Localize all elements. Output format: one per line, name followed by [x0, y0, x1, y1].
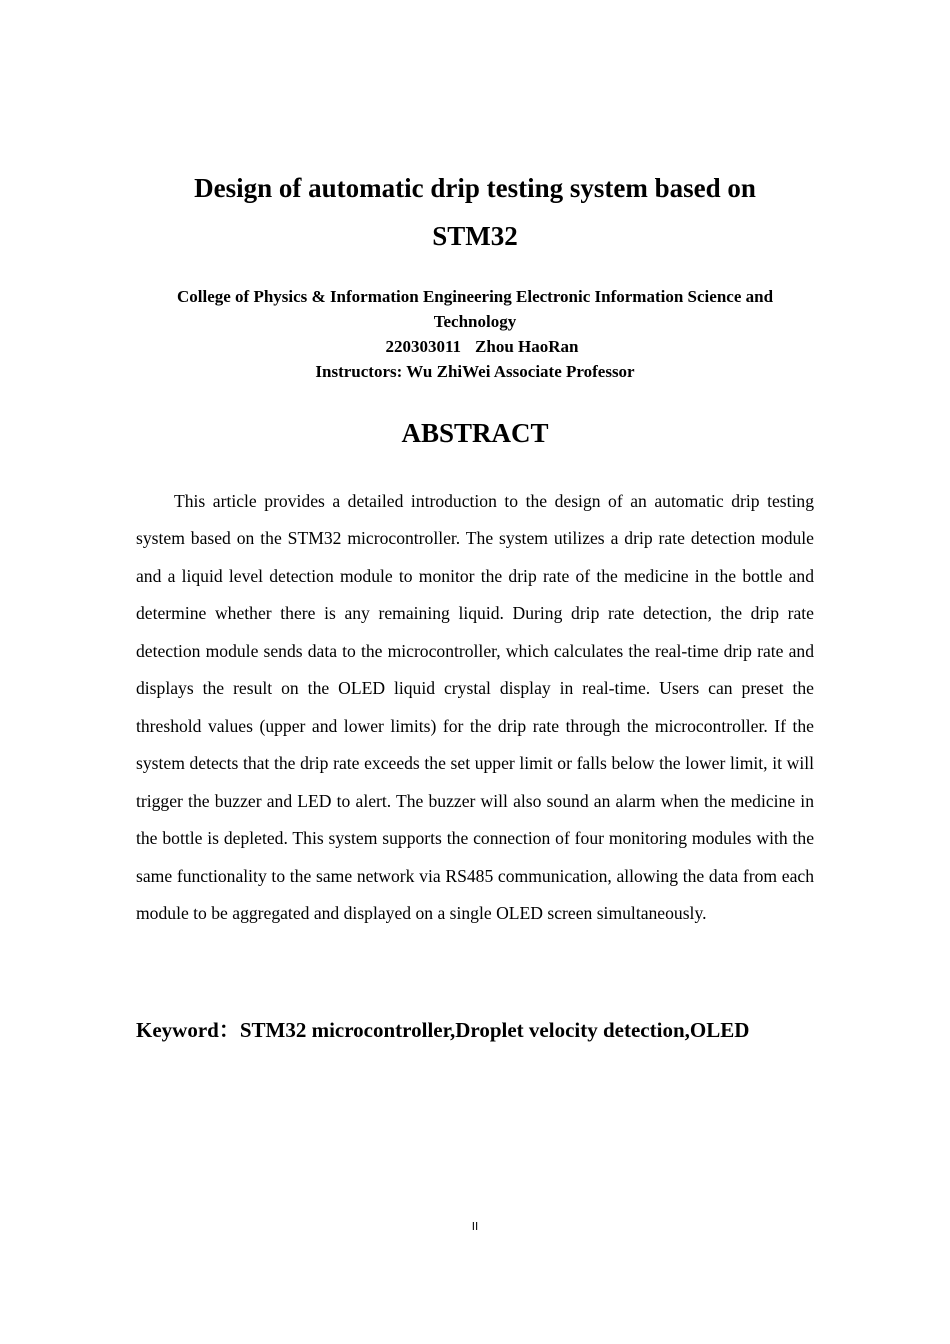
instructors-line: Instructors: Wu ZhiWei Associate Professor — [315, 362, 635, 381]
affiliation-line-1: College of Physics & Information Engineering Electronic Information Science and — [176, 287, 774, 306]
page-number: II — [471, 1220, 479, 1233]
paper-title — [100, 164, 850, 260]
affiliation-line-2 — [120, 309, 830, 359]
paper-title-line-1: Design of automatic drip testing system based on — [194, 173, 756, 203]
keywords-line — [136, 1014, 836, 1046]
abstract-body: This article provides a detailed introduction to the design of an automatic drip testing system based on the STM32 microcontroller. The system utilizes a drip rate detection module and a liquid level detection module to monitor the drip rate of the medicine in the bottle and determine whether there is any remaining liquid. During drip rate detection, the drip rate detection module sends data to the microcontroller, which calculates the real-time drip rate and displays the result on the OLED liquid crystal display in real-time. Users can preset the threshold values (upper and lower limits) for the drip rate through the microcontroller. If the system detects that the drip rate exceeds the set upper limit or falls below the lower limit, it will trigger the buzzer and LED to alert. The buzzer will also sound an alarm when the medicine in the bottle is depleted. This system supports the connection of four monitoring modules with the same functionality to the same network via RS485 communication, allowing the data from each module to be aggregated and displayed on a single OLED screen simultaneously. — [136, 491, 814, 923]
abstract-heading: ABSTRACT — [401, 418, 549, 448]
author-name: Zhou HaoRan — [475, 337, 579, 356]
keywords-text: STM32 microcontroller,Droplet velocity detection,OLED — [239, 1018, 750, 1042]
program-name-end: Technology — [433, 312, 517, 331]
paper-title-line-2: STM32 — [432, 221, 518, 251]
author-affiliation — [120, 284, 830, 359]
keywords-label: Keyword： — [136, 1018, 240, 1042]
student-id: 220303011 — [385, 337, 462, 356]
